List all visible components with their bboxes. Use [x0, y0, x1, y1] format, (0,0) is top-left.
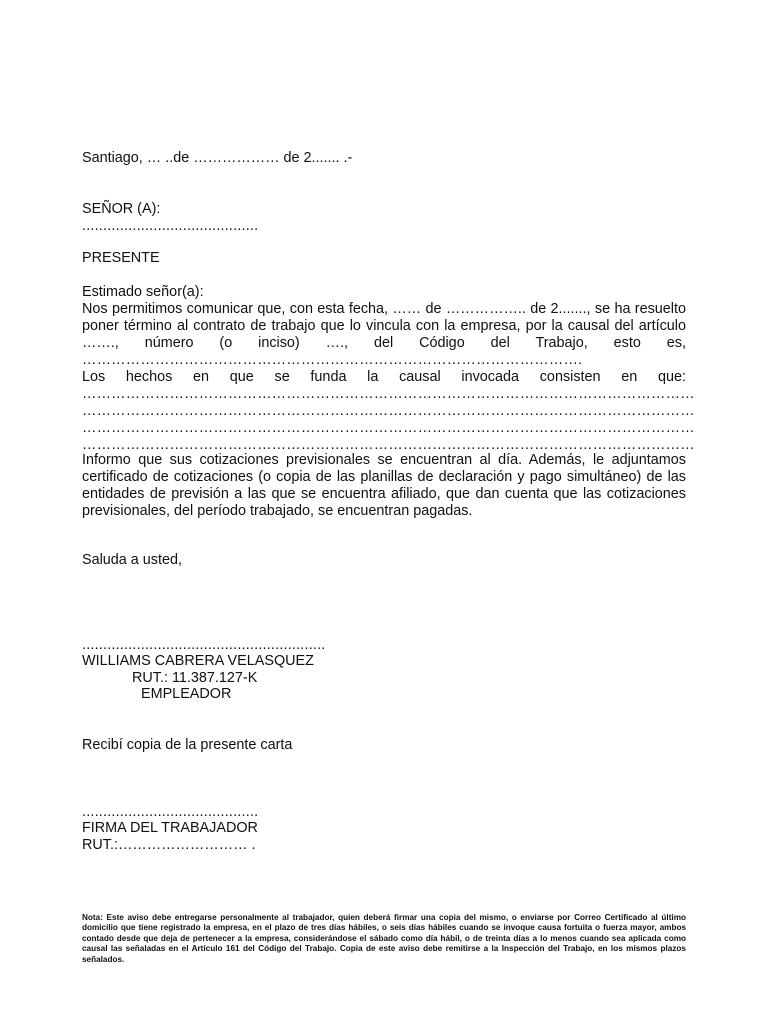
facts-line: Los hechos en que se funda la causal invocada consisten en que: — [82, 369, 686, 385]
presente-label: PRESENTE — [82, 250, 160, 266]
received-copy: Recibí copia de la presente carta — [82, 737, 293, 753]
facts-dots-line: ……………………………………………………………………………………………………………… — [82, 403, 695, 419]
recipient-blank: .......................................... — [82, 218, 259, 234]
paragraph-contributions: Informo que sus cotizaciones previsionales se encuentran al día. Además, le adjuntamos certificado de cotizaciones (o copia de las planillas de declaración y pago simultáneo) de las entidades de previsión a las que se encuentra afiliado, que dan cuenta que las cotizaciones previsionales, del período trabajado, se encuentran pagadas. — [82, 452, 686, 519]
paragraph-termination: Nos permitimos comunicar que, con esta fecha, …… de …………….. de 2......., se ha resuelto poner término al contrato de trabajo que lo vincula con la empresa, por la causal del artículo ……., número (o inciso) …., del Código del Trabajo, esto es, — [82, 301, 686, 351]
employer-role: EMPLEADOR — [141, 686, 232, 702]
worker-rut: RUT.:……………………… . — [82, 837, 256, 853]
footnote: Nota: Este aviso debe entregarse personalmente al trabajador, quien deberá firmar una copia del mismo, o enviarse por Correo Certificado al último domicilio que tiene registrado la empresa, en el plazo de tres días hábiles, o seis días hábiles cuando se invoque causa fortuita o fuerza mayor, ambos contado desde que deja de pertenecer a la empresa, considerándose el sábado como día hábil, o de treinta días a lo menos cuando sea aplicada como causal las señaladas en el Artículo 161 del Código del Trabajo. Copia de este aviso debe remitirse a la Inspección del Trabajo, en los mismos plazos señalados. — [82, 913, 686, 964]
greeting: Estimado señor(a): — [82, 284, 204, 300]
closing: Saluda a usted, — [82, 552, 183, 568]
facts-dots-line: ……………………………………………………………………………………………………………… — [82, 386, 695, 402]
worker-signature-line: .......................................... — [82, 804, 259, 820]
date-line: Santiago, … ..de ……………… de 2....... .- — [82, 150, 353, 166]
worker-signature-label: FIRMA DEL TRABAJADOR — [82, 820, 258, 836]
recipient-label: SEÑOR (A): — [82, 201, 161, 217]
paragraph-termination-dots: …………………………………………………………………………………………. — [82, 352, 583, 368]
employer-signature-line: .......................................................... — [82, 637, 326, 653]
facts-dots-line: ……………………………………………………………………………………………………………… — [82, 420, 695, 436]
facts-dots-line: ……………………………………………………………………………………………………………… — [82, 437, 695, 453]
employer-name: WILLIAMS CABRERA VELASQUEZ — [82, 653, 314, 669]
employer-rut: RUT.: 11.387.127-K — [132, 670, 258, 686]
